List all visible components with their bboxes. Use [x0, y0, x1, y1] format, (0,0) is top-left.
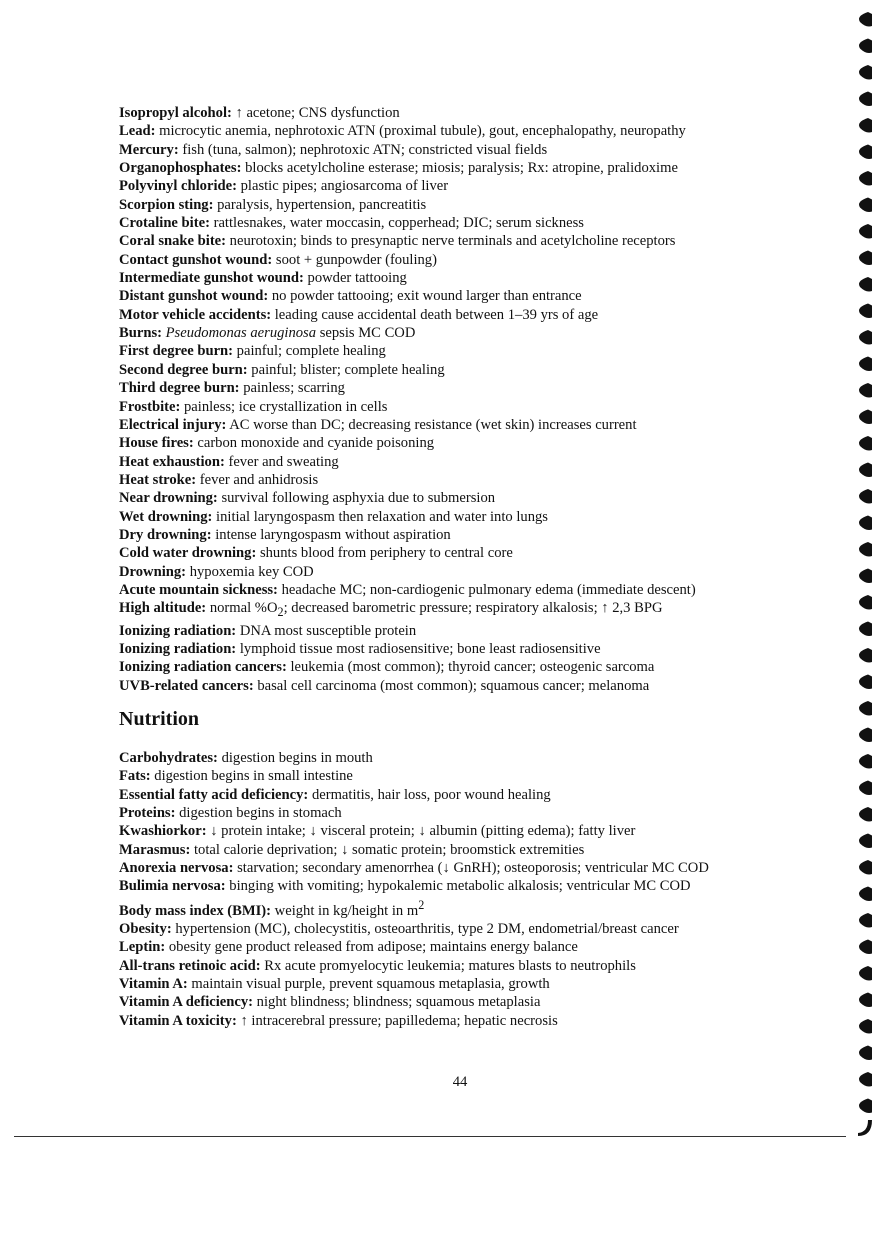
entry-line [119, 993, 839, 1011]
binding-loop [859, 383, 872, 398]
binding-loop [859, 887, 872, 902]
entry-line [119, 877, 839, 895]
entry-term: Coral snake bite: [119, 233, 227, 250]
entry-text: blocks acetylcholine esterase; miosis; paralysis; Rx: atropine, pralidoxime [241, 160, 678, 177]
entry-term: Second degree burn: [119, 361, 248, 378]
entry-term: All-trans retinoic acid: [119, 957, 261, 974]
entry-term: Acute mountain sickness: [119, 581, 278, 598]
entry-text: ↓ protein intake; ↓ visceral protein; ↓ albumin (pitting edema); fatty liver [206, 823, 636, 840]
entry-term: Ionizing radiation: [119, 640, 237, 657]
entry-text: maintain visual purple, prevent squamous metaplasia, growth [187, 975, 550, 992]
entry-term: Polyvinyl chloride: [119, 178, 237, 195]
entry-line [119, 251, 839, 269]
entry-line [119, 896, 839, 920]
entry-text: digestion begins in stomach [175, 804, 342, 821]
entry-text: soot + gunpowder (fouling) [272, 251, 437, 268]
entry-term: UVB-related cancers: [119, 677, 254, 694]
entry-line [119, 1012, 839, 1030]
entry-line [119, 489, 839, 507]
entry-superscript: 2 [418, 897, 425, 912]
entry-term: Lead: [119, 123, 156, 140]
binding-tail [858, 1120, 872, 1136]
entry-term: Electrical injury: [119, 416, 227, 433]
binding-loop [859, 330, 872, 345]
entry-term: Motor vehicle accidents: [119, 306, 272, 323]
entry-line [119, 975, 839, 993]
page-content [119, 104, 839, 1030]
entry-term: Third degree burn: [119, 380, 240, 397]
entry-term: Kwashiorkor: [119, 823, 207, 840]
binding-loop [859, 12, 872, 27]
entry-line [119, 599, 839, 621]
binding-loop [859, 516, 872, 531]
binding-loop [859, 648, 872, 663]
binding-loop [859, 781, 872, 796]
entry-line [119, 324, 839, 342]
entry-text: carbon monoxide and cyanide poisoning [193, 435, 435, 452]
entry-line [119, 581, 839, 599]
entry-term: Distant gunshot wound: [119, 288, 269, 305]
entry-text: paralysis, hypertension, pancreatitis [213, 196, 427, 213]
entry-line [119, 859, 839, 877]
binding-loop [859, 1046, 872, 1061]
entry-line [119, 622, 839, 640]
entry-text: night blindness; blindness; squamous metaplasia [253, 994, 541, 1011]
entry-term: House fires: [119, 435, 194, 452]
entry-term: Intermediate gunshot wound: [119, 270, 304, 287]
entry-term: Anorexia nervosa: [119, 859, 234, 876]
entry-text: intense laryngospasm without aspiration [211, 526, 451, 543]
binding-loop [859, 834, 872, 849]
entry-term: Mercury: [119, 141, 179, 158]
entry-term: Burns: [119, 325, 162, 342]
entry-line [119, 658, 839, 676]
binding-loop [859, 145, 872, 160]
binding-loop [859, 807, 872, 822]
entry-term: Body mass index (BMI): [119, 902, 272, 919]
binding-loop [859, 65, 872, 80]
entry-text: microcytic anemia, nephrotoxic ATN (proximal tubule), gout, encephalopathy, neuropathy [155, 123, 686, 140]
entry-text: binging with vomiting; hypokalemic metabolic alkalosis; ventricular MC COD [225, 878, 691, 895]
entry-term: Heat stroke: [119, 471, 197, 488]
binding-loop [859, 92, 872, 107]
entry-line [119, 232, 839, 250]
binding-loop [859, 940, 872, 955]
entry-italic-text: Pseudomonas aeruginosa [165, 325, 317, 342]
entry-term: Obesity: [119, 920, 172, 937]
entry-text: total calorie deprivation; ↓ somatic protein; broomstick extremities [190, 841, 585, 858]
entry-text: leading cause accidental death between 1–39 yrs of age [271, 306, 599, 323]
entry-text: normal %O [206, 600, 278, 617]
entry-term: Vitamin A: [119, 975, 188, 992]
entry-term: Essential fatty acid deficiency: [119, 786, 309, 803]
entry-term: Scorpion sting: [119, 196, 214, 213]
entry-line [119, 677, 839, 695]
entry-line [119, 342, 839, 360]
binding-loop [859, 198, 872, 213]
binding-loop [859, 357, 872, 372]
entry-line [119, 786, 839, 804]
entry-term: Vitamin A toxicity: [119, 1012, 237, 1029]
entry-line [119, 544, 839, 562]
binding-loop [859, 410, 872, 425]
section-heading: Nutrition [119, 707, 199, 730]
entry-line [119, 287, 839, 305]
entry-line [119, 398, 839, 416]
binding-loop [859, 436, 872, 451]
entry-line [119, 526, 839, 544]
entry-term: Ionizing radiation: [119, 622, 237, 639]
entry-line [119, 563, 839, 581]
entry-text: painful; complete healing [233, 343, 386, 360]
entry-text: hypertension (MC), cholecystitis, osteoarthritis, type 2 DM, endometrial/breast cancer [171, 920, 679, 937]
entry-term: Fats: [119, 768, 151, 785]
entry-text: no powder tattooing; exit wound larger than entrance [268, 288, 582, 305]
entry-text: neurotoxin; binds to presynaptic nerve terminals and acetylcholine receptors [226, 233, 676, 250]
entry-line [119, 508, 839, 526]
entry-line [119, 379, 839, 397]
entry-term: Organophosphates: [119, 160, 242, 177]
entry-line [119, 122, 839, 140]
entry-text: AC worse than DC; decreasing resistance (wet skin) increases current [226, 416, 637, 433]
entry-text: basal cell carcinoma (most common); squamous cancer; melanoma [253, 677, 650, 694]
entry-line [119, 938, 839, 956]
entry-text: initial laryngospasm then relaxation and water into lungs [212, 508, 548, 525]
entry-text: weight in kg/height in m [271, 902, 419, 919]
binding-loop [859, 1099, 872, 1114]
entry-term: Marasmus: [119, 841, 191, 858]
entry-term: Isopropyl alcohol: [119, 105, 232, 121]
entry-term: Drowning: [119, 563, 187, 580]
entry-line [119, 471, 839, 489]
binding-loop [859, 675, 872, 690]
entry-text: painful; blister; complete healing [247, 361, 445, 378]
entry-line [119, 361, 839, 379]
entry-text: rattlesnakes, water moccasin, copperhead; DIC; serum sickness [209, 215, 584, 232]
binding-loop [859, 1019, 872, 1034]
binding-loop [859, 171, 872, 186]
entry-term: Crotaline bite: [119, 215, 210, 232]
entry-line [119, 957, 839, 975]
entry-term: Heat exhaustion: [119, 453, 225, 470]
entry-line [119, 434, 839, 452]
entry-text: plastic pipes; angiosarcoma of liver [236, 178, 449, 195]
binding-loop [859, 542, 872, 557]
entry-term: Wet drowning: [119, 508, 213, 525]
entry-line [119, 416, 839, 434]
entry-text: painless; scarring [239, 380, 345, 397]
binding-loop [859, 966, 872, 981]
entry-text: dermatitis, hair loss, poor wound healing [308, 786, 551, 803]
entry-term: Near drowning: [119, 490, 218, 507]
entry-line [119, 196, 839, 214]
binding-loop [859, 622, 872, 637]
entry-text-continued: sepsis MC COD [316, 325, 416, 342]
entry-line [119, 104, 839, 122]
entry-line [119, 749, 839, 767]
binding-loop [859, 913, 872, 928]
bottom-rule [14, 1136, 846, 1137]
entry-text: starvation; secondary amenorrhea (↓ GnRH); osteoporosis; ventricular MC COD [233, 859, 709, 876]
entry-term: Ionizing radiation cancers: [119, 659, 287, 676]
entry-term: Cold water drowning: [119, 545, 257, 562]
entry-line [119, 177, 839, 195]
entry-term: Carbohydrates: [119, 749, 218, 766]
entry-text: ↑ acetone; CNS dysfunction [231, 105, 400, 121]
binding-loop [859, 39, 872, 54]
entry-line [119, 214, 839, 232]
entry-term: Contact gunshot wound: [119, 251, 273, 268]
binding-loop [859, 701, 872, 716]
binding-loop [859, 304, 872, 319]
binding-loop [859, 251, 872, 266]
entry-line [119, 453, 839, 471]
entry-line [119, 822, 839, 840]
entry-text: shunts blood from periphery to central core [256, 545, 513, 562]
entry-term: First degree burn: [119, 343, 234, 360]
entry-text-continued: ; decreased barometric pressure; respiratory alkalosis; ↑ 2,3 BPG [283, 600, 663, 617]
entry-line [119, 269, 839, 287]
entry-term: Vitamin A deficiency: [119, 994, 254, 1011]
binding-loop [859, 860, 872, 875]
entry-text: fever and sweating [224, 453, 339, 470]
entry-text: ↑ intracerebral pressure; papilledema; hepatic necrosis [236, 1012, 558, 1029]
entry-term: High altitude: [119, 600, 207, 617]
entry-text: DNA most susceptible protein [236, 622, 417, 639]
entry-line [119, 767, 839, 785]
entry-term: Bulimia nervosa: [119, 878, 226, 895]
binding-loop [859, 754, 872, 769]
entry-text: leukemia (most common); thyroid cancer; osteogenic sarcoma [286, 659, 655, 676]
entry-text: Rx acute promyelocytic leukemia; matures blasts to neutrophils [260, 957, 636, 974]
entry-text: obesity gene product released from adipose; maintains energy balance [165, 939, 578, 956]
binding-loop [859, 277, 872, 292]
entry-line [119, 920, 839, 938]
entry-term: Dry drowning: [119, 526, 212, 543]
binding-loop [859, 728, 872, 743]
entry-line [119, 804, 839, 822]
binding-loop [859, 569, 872, 584]
entry-text: painless; ice crystallization in cells [180, 398, 388, 415]
entry-text: fish (tuna, salmon); nephrotoxic ATN; constricted visual fields [178, 141, 548, 158]
entry-text: fever and anhidrosis [196, 471, 319, 488]
entry-line [119, 841, 839, 859]
entry-text: headache MC; non-cardiogenic pulmonary edema (immediate descent) [277, 581, 696, 598]
entry-term: Leptin: [119, 939, 166, 956]
entry-line [119, 159, 839, 177]
binding-loop [859, 595, 872, 610]
entry-text: hypoxemia key COD [186, 563, 314, 580]
entry-text: survival following asphyxia due to submersion [217, 490, 496, 507]
entry-text: digestion begins in small intestine [150, 768, 353, 785]
page-number: 44 [452, 1074, 468, 1090]
entry-text: powder tattooing [303, 270, 407, 287]
entry-subscript: 2 [277, 605, 284, 620]
entry-line [119, 640, 839, 658]
entry-text: digestion begins in mouth [217, 749, 373, 766]
spiral-binding-marks [852, 8, 874, 1138]
entry-line [119, 306, 839, 324]
binding-loop [859, 993, 872, 1008]
binding-loop [859, 224, 872, 239]
binding-loop [859, 489, 872, 504]
binding-loop [859, 118, 872, 133]
entry-text: lymphoid tissue most radiosensitive; bone least radiosensitive [236, 640, 601, 657]
entry-term: Proteins: [119, 804, 176, 821]
entry-term: Frostbite: [119, 398, 181, 415]
entry-line [119, 141, 839, 159]
binding-loop [859, 463, 872, 478]
